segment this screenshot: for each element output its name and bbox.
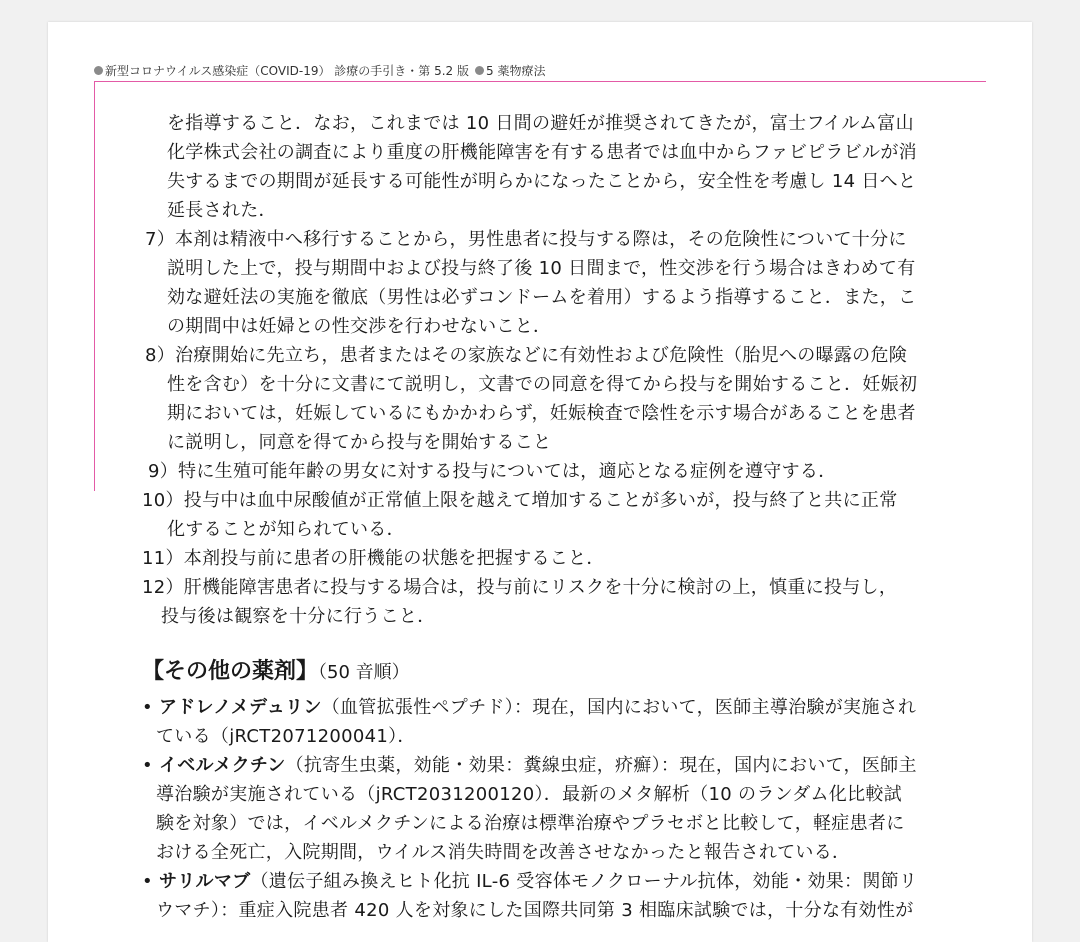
body-line: 化することが知られている． (167, 519, 405, 540)
body-line: を指導すること．なお，これまでは 10 日間の避妊が推奨されてきたが，富士フイルム富山 (167, 113, 914, 134)
section-heading (142, 658, 410, 687)
body-line: 説明した上で，投与期間中および投与終了後 10 日間まで，性交渉を行う場合はきわめて有 (167, 258, 916, 279)
list-item-10: 10）投与中は血中尿酸値が正常値上限を越えて増加することが多いが，投与終了と共に正常 (142, 490, 898, 511)
bullet-cont-line: ている（jRCT2071200041）． (156, 726, 416, 747)
body-line: 失するまでの期間が延長する可能性が明らかになったことから，安全性を考慮し 14 日へと (167, 171, 917, 192)
body-line: の期間中は妊婦との性交渉を行わせないこと． (167, 316, 552, 337)
body-line: に説明し，同意を得てから投与を開始すること (167, 432, 552, 453)
drug-name: イベルメクチン (158, 755, 286, 776)
document-page (48, 22, 1032, 942)
list-item-11: 11）本剤投与前に患者の肝機能の状態を把握すること． (142, 548, 605, 569)
section-title: 【その他の薬剤】 (142, 659, 319, 684)
list-item-7: 7）本剤は精液中へ移行することから，男性患者に投与する際は，その危険性について十分に (145, 229, 907, 250)
bullet-cont-line: ウマチ）：重症入院患者 420 人を対象にした国際共同第 3 相臨床試験では，十分な有効性が (156, 900, 914, 921)
body-line: 延長された． (167, 200, 277, 221)
bullet-text: （血管拡張性ペプチド）：現在，国内において，医師主導治験が実施され (321, 697, 917, 718)
list-item-9: 9）特に生殖可能年齢の男女に対する投与については，適応となる症例を遵守する． (148, 461, 837, 482)
bullet-icon: • (142, 755, 159, 776)
body-line: 投与後は観察を十分に行うこと． (161, 606, 436, 627)
header-section: 5 薬物療法 (486, 64, 546, 78)
bullet-cont-line: 導治験が実施されている（jRCT2031200120）．最新のメタ解析（10 のランダム化比較試 (156, 784, 902, 805)
body-line: 効な避妊法の実施を徹底（男性は必ずコンドームを着用）するよう指導すること．また，こ (167, 287, 917, 308)
body-line: 化学株式会社の調査により重度の肝機能障害を有する患者では血中からファビピラビルが消 (167, 142, 917, 163)
bullet-dot-icon (475, 66, 484, 75)
bullet-item-ivermectin (142, 754, 917, 778)
list-item-8: 8）治療開始に先立ち，患者またはその家族などに有効性および危険性（胎児への曝露の危険 (145, 345, 908, 366)
bullet-cont-line: おける全死亡，入院期間，ウイルス消失時間を改善させなかったと報告されている． (156, 842, 851, 863)
bullet-icon: • (142, 697, 159, 718)
bullet-text: （遺伝子組み換えヒト化抗 IL-6 受容体モノクローナル抗体，効能・効果：関節リ (250, 871, 918, 892)
bullet-icon: • (142, 871, 159, 892)
running-header (94, 62, 545, 79)
bullet-cont-line: 験を対象）では，イベルメクチンによる治療は標準治療やプラセボと比較して，軽症患者に (156, 813, 905, 834)
bullet-dot-icon (94, 66, 103, 75)
bullet-text: （抗寄生虫薬，効能・効果：糞線虫症，疥癬）：現在，国内において，医師主 (285, 755, 917, 776)
drug-name: アドレノメデュリン (158, 697, 322, 718)
header-title: 新型コロナウイルス感染症（COVID-19） 診療の手引き・第 5.2 版 (105, 64, 470, 78)
drug-name: サリルマブ (158, 871, 251, 892)
highlight-border-top (94, 81, 986, 82)
body-line: 期においては，妊娠しているにもかかわらず，妊娠検査で陰性を示す場合があることを患者 (167, 403, 916, 424)
highlight-border-left (94, 81, 95, 491)
body-line: 性を含む）を十分に文書にて説明し，文書での同意を得てから投与を開始すること．妊娠初 (167, 374, 918, 395)
list-item-12: 12）肝機能障害患者に投与する場合は，投与前にリスクを十分に検討の上，慎重に投与し， (142, 577, 898, 598)
section-subtitle: （50 音順） (318, 662, 410, 683)
bullet-item-adrenomedullin (142, 696, 916, 720)
bullet-item-sarilumab (142, 870, 917, 894)
